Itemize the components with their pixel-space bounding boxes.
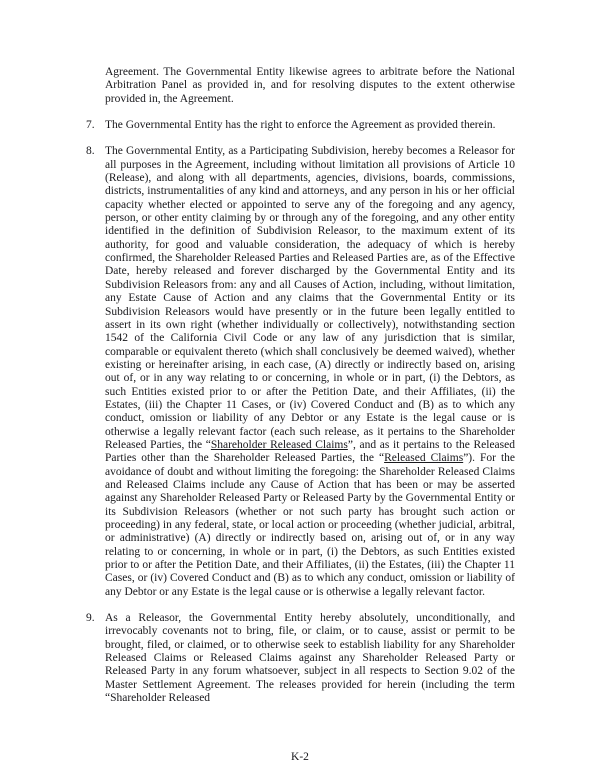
item-number: 8.: [86, 145, 95, 158]
paragraph-segment: ”). For the avoidance of doubt and without limiting the foregoing: the Shareholder Released Claims and Released Claims include any Cause of Action that has been or may be asserted against any Shareholder Released Party or Released Party by the Governmental Entity or its Subdivision Releasors (whether or not such party has brought such action or proceeding) in any federal, state, or local action or proceeding (whether judicial, arbitral, or administrative) (A) directly or indirectly based on, arising out of, or in any way relating to or concerning, in whole or in part, (i) the Debtors, as such Entities existed prior to or after the Petition Date, and their Affiliates, (ii) the Estates, (iii) the Chapter 11 Cases, or (iv) Covered Conduct and (B) as to which any conduct, omission or liability of any Debtor or any Estate is the legal cause or is otherwise a legally relevant factor.: [105, 452, 515, 598]
item-text: [105, 145, 515, 599]
page-number: K-2: [291, 751, 309, 763]
item-number: 9.: [86, 612, 95, 625]
list-item-7: [86, 119, 515, 132]
list-item-9: [86, 612, 515, 705]
paragraph-segment: The Governmental Entity, as a Participating Subdivision, hereby becomes a Releasor for all purposes in the Agreement, including without limitation all provisions of Article 10 (Release), and along with all departments, agencies, divisions, boards, commissions, districts, instrumentalities of any kind and attorneys, and any person in his or her official capacity whether elected or appointed to serve any of the foregoing and any agency, person, or other entity claiming by or through any of the foregoing, and any other entity identified in the definition of Subdivision Releasor, to the maximum extent of its authority, for good and valuable consideration, the adequacy of which is hereby confirmed, the Shareholder Released Parties and Released Parties are, as of the Effective Date, hereby released and forever discharged by the Governmental Entity and its Subdivision Releasors from: any and all Causes of Action, including, without limitation, any Estate Cause of Action and any claims that the Governmental Entity or its Subdivision Releasors would have presently or in the future been legally entitled to assert in its own right (whether individually or collectively), notwithstanding section 1542 of the California Civil Code or any law of any jurisdiction that is similar, comparable or equivalent thereto (which shall conclusively be deemed waived), whether existing or hereinafter arising, in each case, (A) directly or indirectly based on, arising out of, or in any way relating to or concerning, in whole or in part, (i) the Debtors, as such Entities existed prior to or after the Petition Date, and their Affiliates, (ii) the Estates, (iii) the Chapter 11 Cases, or (iv) Covered Conduct and (B) as to which any conduct, omission or liability of any Debtor or any Estate is the legal cause or is otherwise a legally relevant factor (each such release, as it pertains to the Shareholder Released Parties, the “: [105, 145, 515, 451]
defined-term-shareholder-released-claims: Shareholder Released Claims: [210, 438, 348, 451]
defined-term-released-claims: Released Claims: [384, 452, 464, 465]
continuation-paragraph: Agreement. The Governmental Entity likewise agrees to arbitrate before the National Arbitration Panel as provided in, and for resolving disputes to the extent otherwise provided in, the Agreement.: [105, 66, 515, 105]
paragraph-segment: ”, and as it pertains to the Released Parties other than the Shareholder Released Parties, the “: [105, 438, 515, 465]
item-text: The Governmental Entity has the right to enforce the Agreement as provided therein.: [105, 119, 496, 132]
item-number: 7.: [86, 119, 95, 132]
list-item-8: [86, 145, 515, 599]
item-text: As a Releasor, the Governmental Entity hereby absolutely, unconditionally, and irrevocably covenants not to bring, file, or claim, or to cause, assist or permit to be brought, filed, or claimed, or to otherwise seek to establish liability for any Shareholder Released Claims or Released Claims against any Shareholder Released Party or Released Party in any forum whatsoever, subject in all respects to Section 9.02 of the Master Settlement Agreement. The releases provided for herein (including the term “Shareholder Released: [105, 612, 515, 705]
